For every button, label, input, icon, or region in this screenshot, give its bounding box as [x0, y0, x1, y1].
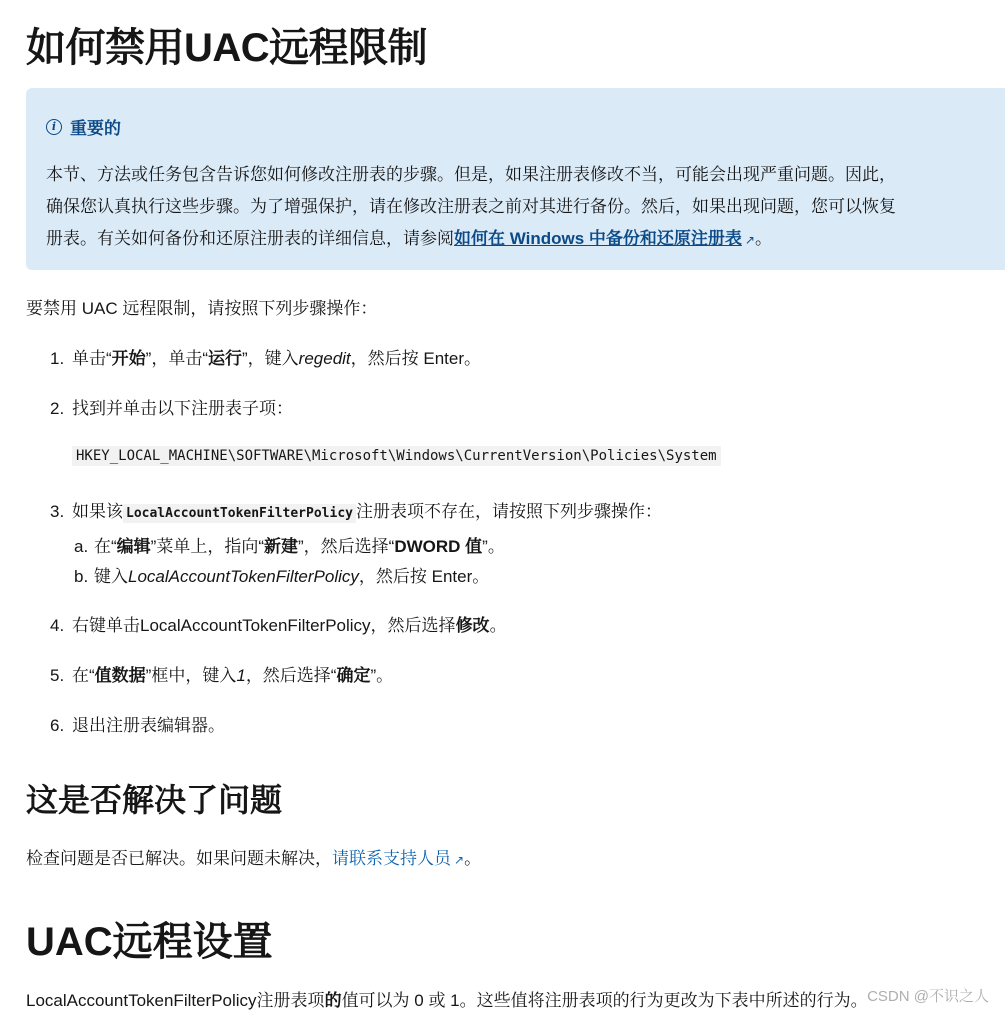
- policy-name: LocalAccountTokenFilterPolicy: [128, 567, 359, 586]
- section-heading-resolved: 这是否解决了问题: [26, 782, 283, 818]
- alert-line-2: 确保您认真执行这些步骤。为了增强保护，请在修改注册表之前对其进行备份。然后，如果出现问题，您可以恢复: [46, 197, 896, 216]
- dword-label: DWORD 值: [394, 537, 483, 556]
- paragraph-text: 检查问题是否已解决。如果问题未解决，: [26, 849, 332, 868]
- registry-path-code: HKEY_LOCAL_MACHINE\SOFTWARE\Microsoft\Windows\CurrentVersion\Policies\System: [72, 446, 721, 466]
- value-one: 1: [236, 666, 246, 685]
- step-text: 右键单击LocalAccountTokenFilterPolicy，然后选择: [72, 616, 456, 635]
- step-3: [50, 497, 662, 522]
- step-4: [50, 611, 507, 636]
- step-3b: [74, 562, 489, 587]
- step-text: 在“: [72, 666, 95, 685]
- alert-line-1: 本节、方法或任务包含告诉您如何修改注册表的步骤。但是，如果注册表修改不当，可能会出现严重问题。因此，: [46, 165, 896, 184]
- step-2: [50, 394, 293, 419]
- external-link-icon: ↗: [454, 853, 465, 867]
- step-6: [50, 711, 225, 736]
- intro-text: 要禁用 UAC 远程限制，请按照下列步骤操作：: [26, 299, 378, 318]
- step-text: ”框中，键入: [145, 666, 237, 685]
- resolved-paragraph: [26, 844, 481, 869]
- start-label: 开始: [111, 349, 146, 368]
- run-label: 运行: [208, 349, 242, 368]
- step-number: 2.: [50, 399, 65, 418]
- ok-label: 确定: [336, 666, 371, 685]
- step-text: ，然后选择“: [245, 666, 337, 685]
- step-text: ”，单击“: [145, 349, 208, 368]
- paragraph-text: 。: [464, 849, 482, 868]
- info-icon: i: [46, 119, 62, 135]
- paragraph-bold: 的: [324, 991, 342, 1010]
- value-data-label: 值数据: [94, 666, 146, 685]
- alert-title-label: 重要的: [70, 119, 121, 138]
- modify-label: 修改: [455, 616, 490, 635]
- step-text: 单击“: [72, 349, 112, 368]
- step-text: ，然后按 Enter。: [358, 567, 490, 586]
- step-text: ，然后按 Enter。: [350, 349, 482, 368]
- important-alert: [26, 88, 1005, 270]
- alert-line-3: [46, 223, 1005, 256]
- section-heading-uac-settings: UAC远程设置: [26, 920, 273, 964]
- step-text: 。: [489, 616, 507, 635]
- step-text: ”，键入: [242, 349, 299, 368]
- uac-settings-paragraph: [26, 986, 868, 1011]
- sub-step-letter: b.: [74, 567, 89, 586]
- step-text: ”。: [370, 666, 394, 685]
- paragraph-text: 值可以为 0 或 1。这些值将注册表项的行为更改为下表中所述的行为。: [341, 991, 868, 1010]
- step-number: 3.: [50, 502, 65, 521]
- backup-registry-link[interactable]: 如何在 Windows 中备份和还原注册表: [454, 229, 742, 248]
- step-number: 1.: [50, 349, 65, 368]
- new-label: 新建: [264, 537, 298, 556]
- step-number: 5.: [50, 666, 65, 685]
- step-text: ”。: [482, 537, 505, 556]
- step-text: 找到并单击以下注册表子项：: [72, 399, 293, 418]
- alert-line-3-suffix: 。: [754, 229, 772, 248]
- contact-support-link[interactable]: 请联系支持人员: [332, 849, 451, 868]
- alert-title: [46, 114, 1005, 139]
- regedit-label: regedit: [298, 349, 351, 368]
- watermark: CSDN @不识之人: [867, 988, 989, 1005]
- step-text: ”菜单上，指向“: [150, 537, 264, 556]
- step-text: 如果该: [72, 502, 123, 521]
- step-1: [50, 344, 481, 369]
- sub-step-letter: a.: [74, 537, 89, 556]
- alert-body: [46, 159, 1005, 256]
- step-text: ”，然后选择“: [298, 537, 395, 556]
- step-text: 在“: [94, 537, 117, 556]
- step-text: 退出注册表编辑器。: [72, 716, 225, 735]
- paragraph-text: LocalAccountTokenFilterPolicy注册表项: [26, 991, 325, 1010]
- step-number: 6.: [50, 716, 65, 735]
- step-text: 注册表项不存在，请按照下列步骤操作：: [355, 502, 662, 521]
- step-text: 键入: [94, 567, 128, 586]
- step-3a: [74, 532, 505, 557]
- external-link-icon: ↗: [744, 233, 755, 247]
- inline-code: LocalAccountTokenFilterPolicy: [123, 504, 356, 523]
- step-5: [50, 661, 393, 686]
- alert-line-3-prefix: 册表。有关如何备份和还原注册表的详细信息，请参阅: [46, 229, 454, 248]
- page-title: 如何禁用UAC远程限制: [26, 26, 428, 70]
- edit-label: 编辑: [116, 537, 151, 556]
- step-number: 4.: [50, 616, 65, 635]
